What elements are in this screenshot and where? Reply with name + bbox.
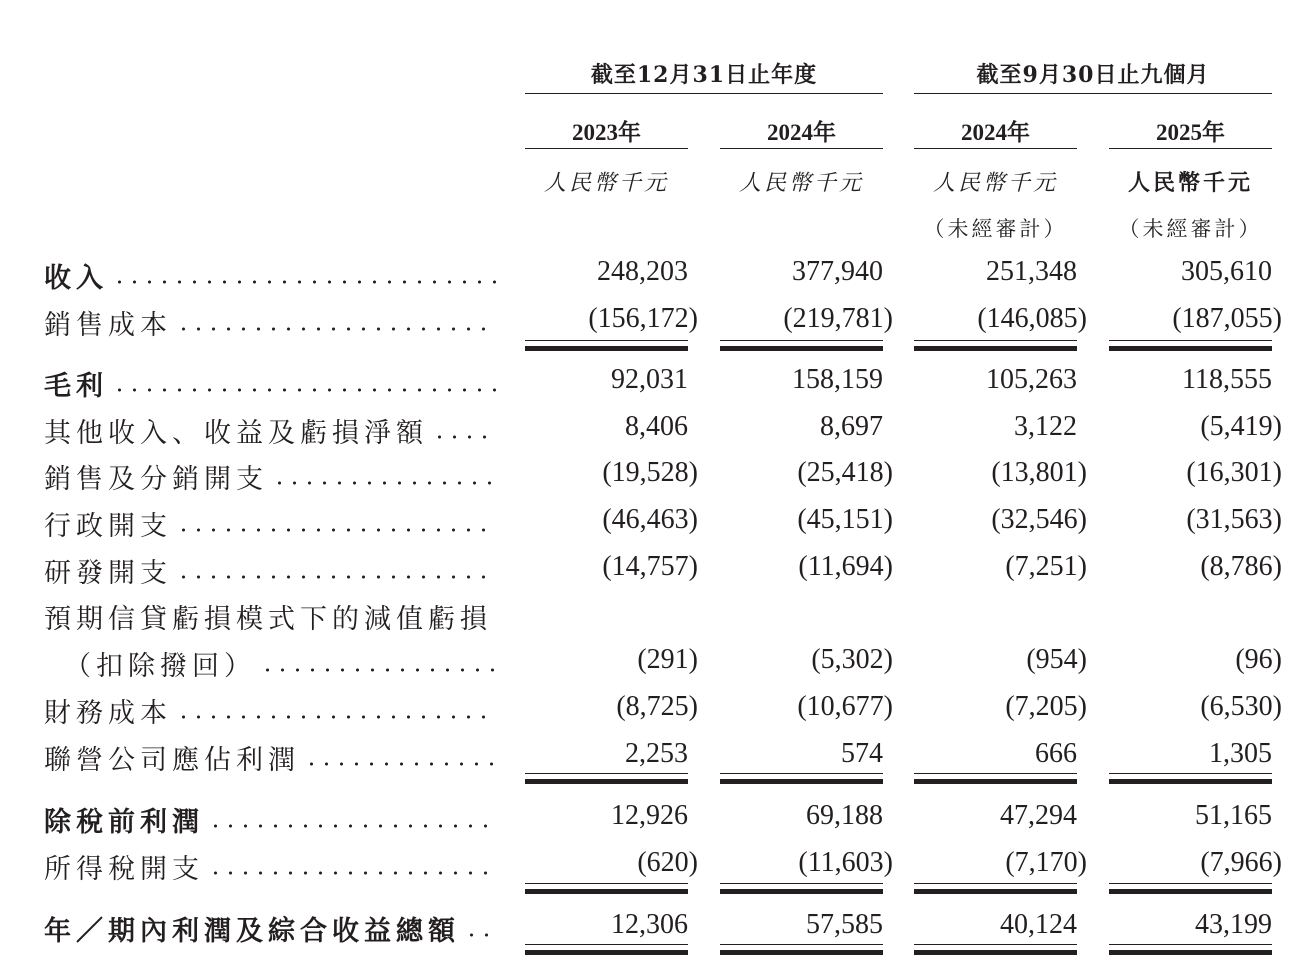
cell-value: 105,263	[986, 364, 1077, 395]
row-label-text: 所得稅開支	[44, 854, 204, 883]
unit-label-col-2: 人民幣千元	[738, 171, 864, 196]
cell-value: 574	[841, 738, 883, 769]
group-header-nine-months: 截至9月30日止九個月	[976, 62, 1210, 88]
cell-value: (7,205)	[1005, 691, 1087, 722]
unit-label-col-3: 人民幣千元	[932, 171, 1058, 196]
subtotal-rule-thick	[525, 950, 688, 955]
subtotal-rule-thin	[525, 773, 688, 774]
cell-value: 43,199	[1195, 909, 1272, 940]
subtotal-rule-thick	[720, 950, 883, 955]
row-label-text: 預期信貸虧損模式下的減值虧損	[44, 604, 492, 633]
year-header-rule-col-1	[525, 148, 688, 149]
dot-leader	[304, 738, 496, 768]
cell-value: 377,940	[792, 256, 883, 287]
row-label-text: （扣除撥回）	[64, 651, 256, 680]
subtotal-rule-thick	[914, 889, 1077, 894]
cell-value: (6,530)	[1200, 691, 1282, 722]
cell-value: (219,781)	[783, 303, 893, 334]
cell-value: 118,555	[1182, 364, 1272, 395]
row-label	[44, 738, 504, 774]
cell-value: 69,188	[806, 800, 883, 831]
cell-value: (45,151)	[797, 504, 893, 535]
row-label	[44, 504, 504, 540]
year-header-rule-col-4	[1109, 148, 1272, 149]
cell-value: 47,294	[1000, 800, 1077, 831]
subtotal-rule-thin	[720, 340, 883, 341]
subtotal-rule-thick	[914, 779, 1077, 784]
row-label-text: 銷售及分銷開支	[44, 464, 268, 493]
cell-value: (5,302)	[811, 644, 893, 675]
year-header-col-3: 2024年	[961, 120, 1030, 145]
cell-value: (7,170)	[1005, 847, 1087, 878]
row-label	[44, 800, 504, 836]
row-label	[44, 457, 504, 493]
year-header-col-2: 2024年	[767, 120, 836, 145]
row-label-text: 研發開支	[44, 558, 172, 587]
subtotal-rule-thick	[720, 346, 883, 351]
cell-value: 8,406	[625, 411, 688, 442]
row-label-text: 收入	[44, 263, 108, 292]
cell-value: (46,463)	[602, 504, 698, 535]
cell-value: (291)	[637, 644, 698, 675]
cell-value: 12,306	[611, 909, 688, 940]
subtotal-rule-thin	[1109, 883, 1272, 884]
dot-leader	[260, 644, 496, 674]
cell-value: 248,203	[597, 256, 688, 287]
row-label	[44, 691, 504, 727]
cell-value: (13,801)	[991, 457, 1087, 488]
row-label-text: 其他收入、收益及虧損淨額	[44, 418, 428, 447]
dot-leader	[464, 909, 496, 939]
row-label	[44, 411, 504, 447]
cell-value: (146,085)	[977, 303, 1087, 334]
row-label-text: 財務成本	[44, 698, 172, 727]
year-header-rule-col-2	[720, 148, 883, 149]
subtotal-rule-thin	[1109, 340, 1272, 341]
subtotal-rule-thin	[914, 340, 1077, 341]
subtotal-rule-thin	[720, 883, 883, 884]
group-header-full-year: 截至12月31日止年度	[590, 62, 818, 88]
subtotal-rule-thin	[1109, 944, 1272, 945]
subtotal-rule-thin	[914, 883, 1077, 884]
subtotal-rule-thick	[914, 346, 1077, 351]
row-label-text: 聯營公司應佔利潤	[44, 745, 300, 774]
cell-value: (620)	[637, 847, 698, 878]
cell-value: 1,305	[1209, 738, 1272, 769]
dot-leader	[272, 457, 496, 487]
cell-value: 57,585	[806, 909, 883, 940]
cell-value: (11,694)	[798, 551, 893, 582]
subtotal-rule-thin	[525, 883, 688, 884]
cell-value: (7,251)	[1005, 551, 1087, 582]
dot-leader	[208, 847, 496, 877]
unit-label-col-4: 人民幣千元	[1127, 170, 1253, 196]
year-header-col-1: 2023年	[572, 120, 641, 145]
cell-value: 251,348	[986, 256, 1077, 287]
cell-value: (8,725)	[616, 691, 698, 722]
cell-value	[1092, 597, 1272, 633]
cell-value: (7,966)	[1200, 847, 1282, 878]
row-label	[44, 597, 504, 633]
subtotal-rule-thin	[720, 773, 883, 774]
unit-label-col-1: 人民幣千元	[543, 171, 669, 196]
row-label	[44, 256, 504, 292]
row-label-text: 銷售成本	[44, 310, 172, 339]
cell-value: 305,610	[1181, 256, 1272, 287]
row-label	[44, 303, 504, 339]
year-header-rule-col-3	[914, 148, 1077, 149]
subtotal-rule-thin	[914, 944, 1077, 945]
cell-value: (31,563)	[1186, 504, 1282, 535]
cell-value: 40,124	[1000, 909, 1077, 940]
dot-leader	[432, 411, 496, 441]
subtotal-rule-thick	[1109, 346, 1272, 351]
cell-value: (16,301)	[1186, 457, 1282, 488]
cell-value: (954)	[1026, 644, 1087, 675]
subtotal-rule-thick	[1109, 950, 1272, 955]
cell-value: 3,122	[1014, 411, 1077, 442]
dot-leader	[176, 504, 496, 534]
dot-leader	[176, 303, 496, 333]
subtotal-rule-thick	[1109, 889, 1272, 894]
subtotal-rule-thin	[914, 773, 1077, 774]
cell-value	[897, 597, 1077, 633]
cell-value: 12,926	[611, 800, 688, 831]
subtotal-rule-thick	[914, 950, 1077, 955]
cell-value: (25,418)	[797, 457, 893, 488]
dot-leader	[176, 551, 496, 581]
cell-value: 2,253	[625, 738, 688, 769]
subtotal-rule-thick	[525, 779, 688, 784]
row-label	[44, 644, 504, 680]
subtotal-rule-thick	[525, 346, 688, 351]
cell-value: 92,031	[611, 364, 688, 395]
audit-note-col-4: （未經審計）	[1118, 217, 1263, 241]
cell-value: (96)	[1235, 644, 1282, 675]
group-header-nine-months-rule	[914, 93, 1272, 94]
dot-leader	[176, 691, 496, 721]
group-header-full-year-rule	[525, 93, 883, 94]
row-label-text: 行政開支	[44, 511, 172, 540]
subtotal-rule-thick	[720, 889, 883, 894]
subtotal-rule-thick	[525, 889, 688, 894]
subtotal-rule-thin	[720, 944, 883, 945]
row-label	[44, 847, 504, 883]
dot-leader	[112, 256, 496, 286]
subtotal-rule-thin	[525, 944, 688, 945]
dot-leader	[112, 364, 496, 394]
subtotal-rule-thin	[1109, 773, 1272, 774]
row-label	[44, 909, 504, 945]
cell-value: (5,419)	[1200, 411, 1282, 442]
cell-value: (19,528)	[602, 457, 698, 488]
audit-note-col-3: （未經審計）	[923, 217, 1068, 241]
cell-value	[703, 597, 883, 633]
subtotal-rule-thin	[525, 340, 688, 341]
row-label	[44, 364, 504, 400]
cell-value: 158,159	[792, 364, 883, 395]
cell-value: 666	[1035, 738, 1077, 769]
year-header-col-4: 2025年	[1156, 120, 1225, 145]
cell-value: (156,172)	[588, 303, 698, 334]
cell-value: (11,603)	[798, 847, 893, 878]
cell-value: 51,165	[1195, 800, 1272, 831]
cell-value: 8,697	[820, 411, 883, 442]
row-label-text: 年／期內利潤及綜合收益總額	[44, 916, 460, 945]
cell-value	[508, 597, 688, 633]
subtotal-rule-thick	[720, 779, 883, 784]
row-label-text: 毛利	[44, 371, 108, 400]
cell-value: (32,546)	[991, 504, 1087, 535]
cell-value: (8,786)	[1200, 551, 1282, 582]
cell-value: (14,757)	[602, 551, 698, 582]
row-label	[44, 551, 504, 587]
cell-value: (187,055)	[1172, 303, 1282, 334]
row-label-text: 除稅前利潤	[44, 807, 204, 836]
subtotal-rule-thick	[1109, 779, 1272, 784]
cell-value: (10,677)	[797, 691, 893, 722]
dot-leader	[208, 800, 496, 830]
